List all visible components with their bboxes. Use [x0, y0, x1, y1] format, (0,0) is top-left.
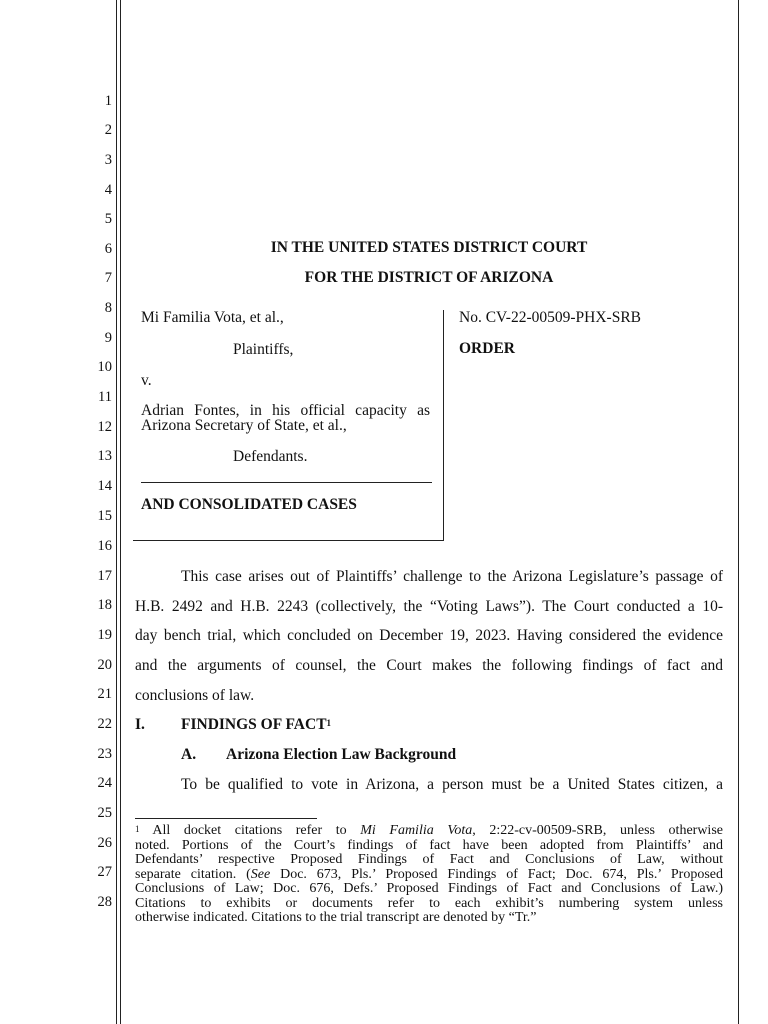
line-number: 20 [97, 657, 112, 673]
court-district: FOR THE DISTRICT OF ARIZONA [304, 269, 554, 286]
line-number: 25 [97, 805, 112, 821]
footnote-line: Defendants’ respective Proposed Findings of Fact and Conclusions of Law, without [135, 852, 723, 867]
footnote-line: noted. Portions of the Court’s findings of fact have been adopted from Plaintiffs’ and [135, 837, 723, 853]
footnote-reference[interactable]: 1 [326, 718, 332, 728]
line-number: 13 [97, 448, 112, 464]
footnote-line: $^1$ All docket citations refer to Mi Familia Vota, 2:22-cv-00509-SRB, unless otherwise [135, 823, 723, 838]
line-number: 17 [97, 568, 112, 584]
line-number: 4 [104, 182, 112, 198]
defendant-line-2: Arizona Secretary of State, et al., [141, 417, 347, 434]
line-number: 16 [97, 538, 112, 554]
heading-1-number: I. [135, 716, 145, 733]
footnote-line: otherwise indicated. Citations to the trial transcript are denoted by “Tr.” [135, 910, 537, 925]
versus: v. [141, 372, 152, 389]
consolidated-cases: AND CONSOLIDATED CASES [141, 496, 357, 513]
line-number: 26 [97, 835, 112, 851]
footnote-line: Citations to exhibits or documents refer to each exhibit’s numbering system unless [135, 895, 723, 911]
line-number: 27 [97, 864, 112, 880]
right-margin-rule [738, 0, 739, 1024]
paragraph-line: and the arguments of counsel, the Court makes the following findings of fact and [135, 657, 723, 674]
paragraph-line: This case arises out of Plaintiffs’ challenge to the Arizona Legislature’s passage of [181, 568, 723, 585]
line-number: 8 [104, 300, 112, 316]
line-number: 15 [97, 508, 112, 524]
paragraph-line: To be qualified to vote in Arizona, a person must be a United States citizen, a [181, 776, 723, 793]
line-number: 14 [97, 478, 112, 494]
plaintiff-role: Plaintiffs, [233, 341, 294, 358]
footnote-separator [135, 818, 317, 819]
line-number: 3 [104, 152, 112, 168]
line-number: 9 [104, 330, 112, 346]
heading-2-number: A. [181, 746, 197, 763]
footnote-marker: 1 [135, 824, 140, 834]
plaintiff-name: Mi Familia Vota, et al., [141, 309, 284, 326]
paragraph-line: conclusions of law. [135, 687, 255, 704]
line-number: 19 [97, 627, 112, 643]
line-number: 5 [104, 211, 112, 227]
caption-divider [141, 482, 432, 483]
line-number: 18 [97, 597, 112, 613]
line-number: 23 [97, 746, 112, 762]
left-margin-rule-outer [116, 0, 117, 1024]
court-name: IN THE UNITED STATES DISTRICT COURT [270, 239, 588, 256]
heading-1: FINDINGS OF FACT$^1$ [181, 716, 332, 733]
line-number: 12 [97, 419, 112, 435]
case-number: No. CV-22-00509-PHX-SRB [459, 309, 642, 326]
paragraph-line: H.B. 2492 and H.B. 2243 (collectively, the “Voting Laws”). The Court conducted a 10- [135, 598, 723, 615]
heading-2: Arizona Election Law Background [226, 746, 457, 763]
line-number: 28 [97, 894, 112, 910]
left-margin-rule-inner [120, 0, 121, 1024]
line-number: 6 [104, 241, 112, 257]
document-title: ORDER [459, 340, 515, 357]
line-number: 10 [97, 359, 112, 375]
line-number: 1 [104, 93, 112, 109]
footnote-line: Conclusions of Law; Doc. 676, Defs.’ Proposed Findings of Fact and Conclusions of Law.) [135, 881, 723, 896]
line-number: 11 [98, 389, 112, 405]
footnote-line: separate citation. (See Doc. 673, Pls.’ Proposed Findings of Fact; Doc. 674, Pls.’ Proposed [135, 866, 723, 882]
line-number: 21 [97, 686, 112, 702]
line-number: 7 [104, 270, 112, 286]
defendant-role: Defendants. [233, 448, 308, 465]
defendant-line-1: Adrian Fontes, in his official capacity as [141, 402, 430, 419]
line-number: 22 [97, 716, 112, 732]
line-number: 24 [97, 775, 112, 791]
caption-bottom-rule [133, 540, 444, 541]
footnote-1 [135, 824, 723, 926]
caption-vertical-rule [443, 310, 444, 541]
line-number: 2 [104, 122, 112, 138]
paragraph-line: day bench trial, which concluded on December 19, 2023. Having considered the evidence [135, 627, 723, 644]
